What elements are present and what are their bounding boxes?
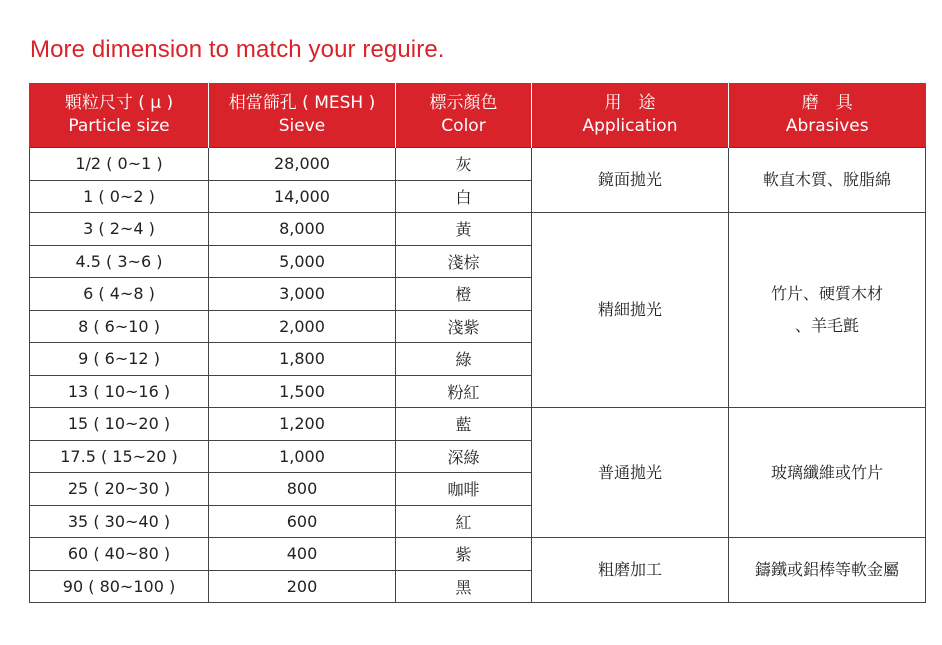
- color-cell: 淺棕: [396, 245, 532, 278]
- abrasives-cell-fine-polish: [729, 213, 926, 408]
- header-color: [396, 83, 532, 148]
- particle-size-cell: 25 ( 20~30 ): [30, 473, 209, 506]
- header-application: [532, 83, 729, 148]
- color-cell: 淺紫: [396, 310, 532, 343]
- header-particle-size-zh: 顆粒尺寸 ( μ ): [64, 93, 174, 113]
- color-cell: 白: [396, 180, 532, 213]
- header-color-zh: 標示顏色: [429, 93, 498, 113]
- color-cell: 粉紅: [396, 375, 532, 408]
- abrasives-label-line-1: 竹片、硬質木材: [770, 284, 883, 303]
- abrasives-label-line-2: 、羊毛氈: [794, 316, 859, 335]
- mesh-cell: 1,000: [209, 440, 396, 473]
- header-color-en: Color: [441, 116, 486, 136]
- mesh-cell: 400: [209, 538, 396, 571]
- particle-size-cell: 6 ( 4~8 ): [30, 278, 209, 311]
- header-sieve: [209, 83, 396, 148]
- application-label: 鏡面拋光: [597, 170, 662, 189]
- color-cell: 藍: [396, 408, 532, 441]
- page-title: More dimension to match your reguire.: [30, 36, 445, 63]
- header-sieve-en: Sieve: [278, 116, 326, 136]
- abrasives-label: 鑄鐵或鋁棒等軟金屬: [754, 560, 899, 579]
- header-sieve-zh: 相當篩孔 ( MESH ): [228, 93, 376, 113]
- particle-size-cell: 4.5 ( 3~6 ): [30, 245, 209, 278]
- application-cell-fine-polish: [532, 213, 729, 408]
- particle-size-cell: 1/2 ( 0~1 ): [30, 148, 209, 181]
- particle-size-cell: 8 ( 6~10 ): [30, 310, 209, 343]
- table-row: [30, 148, 926, 181]
- application-cell-mirror-polish: [532, 148, 729, 213]
- table-header-row: [30, 83, 926, 148]
- header-application-zh: 用 途: [604, 93, 656, 113]
- color-cell: 深綠: [396, 440, 532, 473]
- header-abrasives-zh: 磨 具: [801, 93, 853, 113]
- application-cell-rough-grinding: [532, 538, 729, 603]
- color-cell: 紅: [396, 505, 532, 538]
- application-label: 粗磨加工: [597, 560, 662, 579]
- mesh-cell: 600: [209, 505, 396, 538]
- table-row: [30, 213, 926, 246]
- mesh-cell: 8,000: [209, 213, 396, 246]
- table-row: [30, 538, 926, 571]
- mesh-cell: 28,000: [209, 148, 396, 181]
- abrasives-cell-mirror-polish: [729, 148, 926, 213]
- color-cell: 灰: [396, 148, 532, 181]
- header-particle-size-en: Particle size: [68, 116, 170, 136]
- abrasives-label: 玻璃纖維或竹片: [770, 462, 883, 482]
- particle-size-cell: 13 ( 10~16 ): [30, 375, 209, 408]
- color-cell: 黃: [396, 213, 532, 246]
- particle-size-cell: 60 ( 40~80 ): [30, 538, 209, 571]
- particle-size-cell: 9 ( 6~12 ): [30, 343, 209, 376]
- particle-size-cell: 1 ( 0~2 ): [30, 180, 209, 213]
- color-cell: 咖啡: [396, 473, 532, 506]
- header-particle-size: [30, 83, 209, 148]
- mesh-cell: 200: [209, 570, 396, 603]
- color-cell: 橙: [396, 278, 532, 311]
- application-cell-general-polish: [532, 408, 729, 538]
- particle-size-cell: 15 ( 10~20 ): [30, 408, 209, 441]
- particle-size-cell: 35 ( 30~40 ): [30, 505, 209, 538]
- table-row: [30, 408, 926, 441]
- application-label: 精細拋光: [597, 300, 662, 319]
- abrasives-cell-general-polish: [729, 408, 926, 538]
- color-cell: 綠: [396, 343, 532, 376]
- color-cell: 黑: [396, 570, 532, 603]
- mesh-cell: 1,500: [209, 375, 396, 408]
- mesh-cell: 1,800: [209, 343, 396, 376]
- header-abrasives: [729, 83, 926, 148]
- mesh-cell: 2,000: [209, 310, 396, 343]
- header-abrasives-en: Abrasives: [785, 116, 869, 136]
- abrasives-label: 軟直木質、脫脂綿: [762, 170, 891, 189]
- mesh-cell: 14,000: [209, 180, 396, 213]
- mesh-cell: 5,000: [209, 245, 396, 278]
- particle-size-cell: 3 ( 2~4 ): [30, 213, 209, 246]
- color-cell: 紫: [396, 538, 532, 571]
- abrasives-cell-rough-grinding: [729, 538, 926, 603]
- mesh-cell: 3,000: [209, 278, 396, 311]
- particle-size-cell: 17.5 ( 15~20 ): [30, 440, 209, 473]
- particle-size-table: [29, 83, 926, 603]
- mesh-cell: 800: [209, 473, 396, 506]
- application-label: 普通拋光: [597, 462, 662, 482]
- particle-size-cell: 90 ( 80~100 ): [30, 570, 209, 603]
- header-application-en: Application: [582, 116, 678, 136]
- mesh-cell: 1,200: [209, 408, 396, 441]
